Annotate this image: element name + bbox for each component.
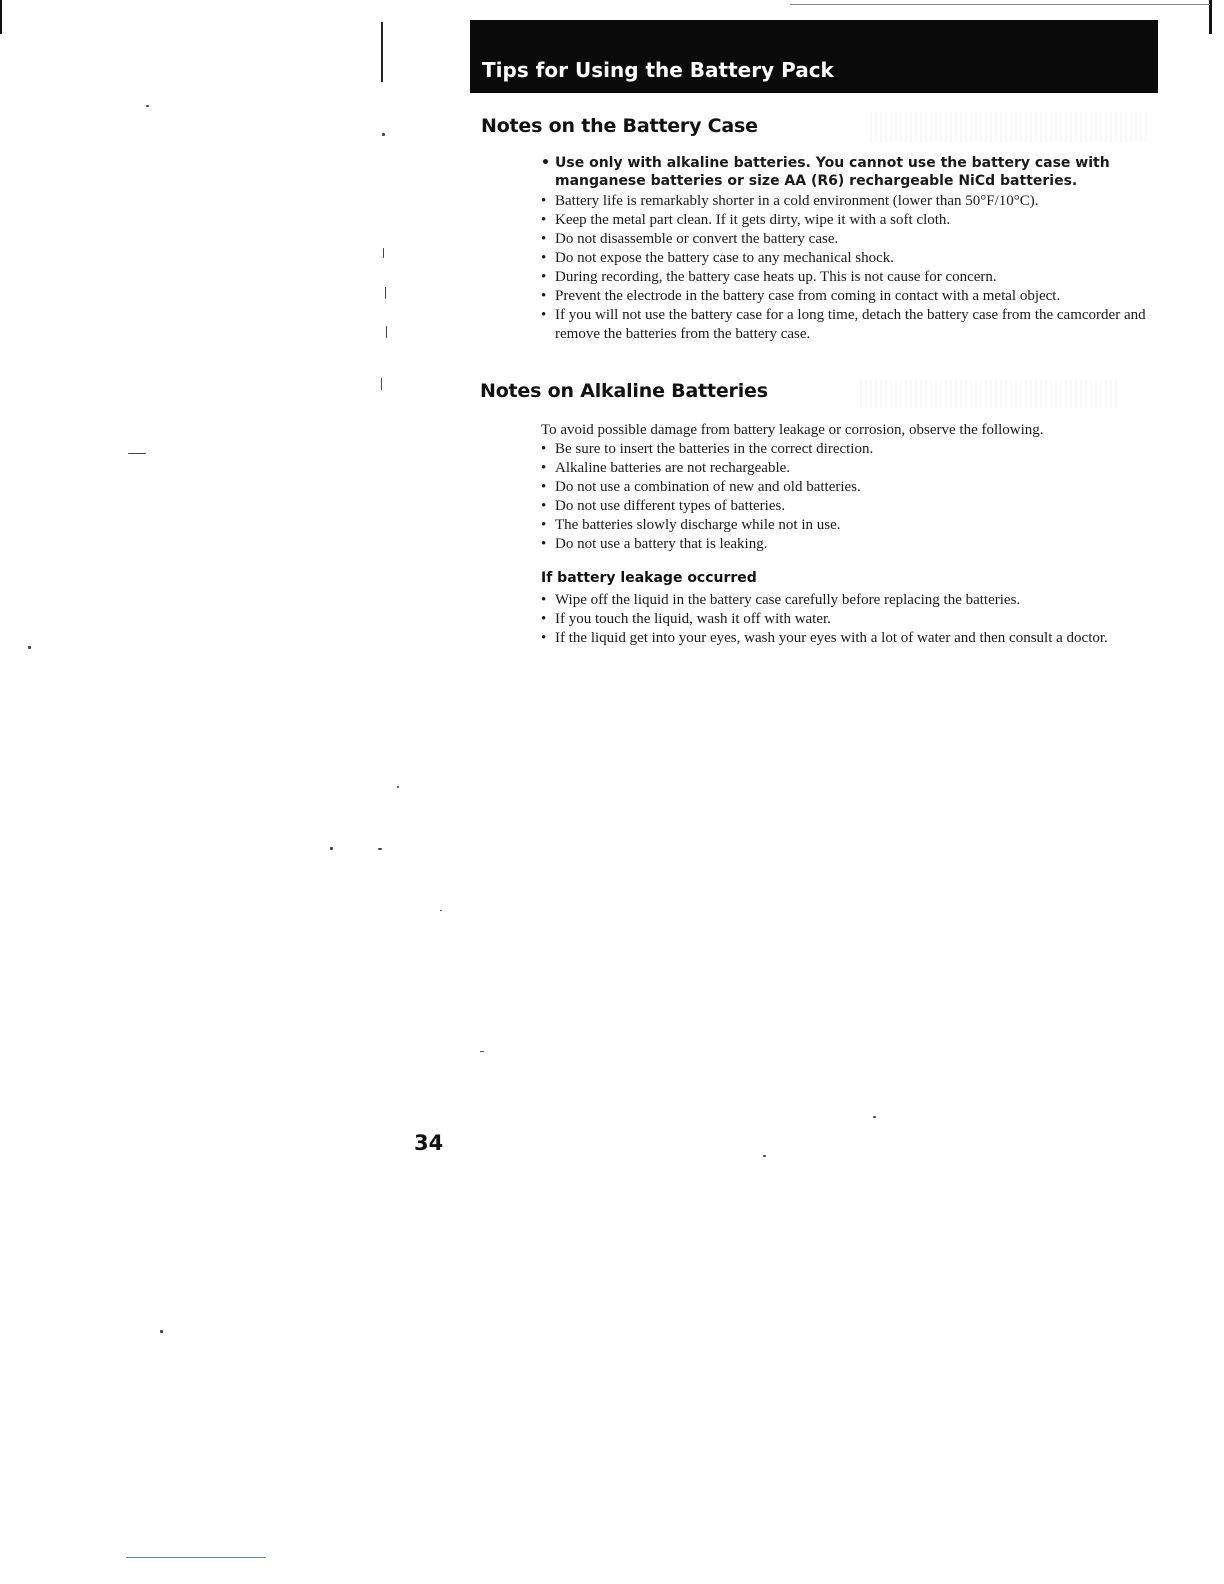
leakage-list bbox=[541, 591, 1156, 648]
header-bar bbox=[470, 20, 1158, 93]
page-number: 34 bbox=[414, 1131, 444, 1155]
list-item: • Use only with alkaline batteries. You cannot use the battery case with manganese batteries or size AA (R6) rechargeable NiCd batteries. bbox=[541, 154, 1156, 190]
scan-speck bbox=[873, 1116, 876, 1118]
battery-case-list bbox=[541, 154, 1156, 344]
list-item: • The batteries slowly discharge while not in use. bbox=[541, 516, 1156, 535]
leakage-notes bbox=[541, 591, 1156, 648]
scan-speck bbox=[480, 1051, 484, 1052]
scan-speck bbox=[28, 646, 31, 649]
scan-speck bbox=[378, 848, 382, 850]
scan-speck bbox=[146, 105, 149, 107]
scan-speck bbox=[330, 847, 333, 850]
section-title-battery-case: Notes on the Battery Case bbox=[481, 115, 758, 137]
list-item: • Battery life is remarkably shorter in a cold environment (lower than 50°F/10°C). bbox=[541, 192, 1156, 211]
scan-edge-left bbox=[0, 0, 2, 34]
scan-noise bbox=[860, 380, 1120, 408]
list-item: • Wipe off the liquid in the battery case carefully before replacing the batteries. bbox=[541, 591, 1156, 610]
scan-speck bbox=[160, 1330, 163, 1333]
page-header-title: Tips for Using the Battery Pack bbox=[482, 58, 834, 82]
binding-mark bbox=[381, 22, 383, 82]
list-item: • Do not use a battery that is leaking. bbox=[541, 535, 1156, 554]
scan-speck bbox=[385, 287, 386, 299]
scan-edge-right bbox=[1209, 0, 1212, 34]
scan-speck bbox=[763, 1155, 766, 1157]
subheading-leakage: If battery leakage occurred bbox=[541, 570, 757, 586]
scan-speck bbox=[397, 786, 399, 788]
scan-speck bbox=[383, 248, 384, 258]
bottom-rule bbox=[126, 1557, 266, 1558]
battery-case-notes bbox=[541, 154, 1156, 344]
list-item: • If the liquid get into your eyes, wash your eyes with a lot of water and then consult a doctor. bbox=[541, 629, 1156, 648]
scan-speck bbox=[386, 326, 387, 338]
list-item: • Alkaline batteries are not rechargeable. bbox=[541, 459, 1156, 478]
list-item: • Do not use different types of batteries. bbox=[541, 497, 1156, 516]
list-item: • If you will not use the battery case for a long time, detach the battery case from the camcorder and remove the batteries from the battery case. bbox=[541, 306, 1156, 344]
alkaline-intro: To avoid possible damage from battery leakage or corrosion, observe the following. bbox=[541, 422, 1044, 438]
scan-speck bbox=[128, 453, 146, 454]
scan-noise bbox=[870, 112, 1150, 142]
section-title-alkaline: Notes on Alkaline Batteries bbox=[480, 380, 768, 402]
list-item: • Do not use a combination of new and old batteries. bbox=[541, 478, 1156, 497]
list-item: • During recording, the battery case heats up. This is not cause for concern. bbox=[541, 268, 1156, 287]
alkaline-list bbox=[541, 440, 1156, 554]
list-item: • Be sure to insert the batteries in the correct direction. bbox=[541, 440, 1156, 459]
list-item: • Do not expose the battery case to any mechanical shock. bbox=[541, 249, 1156, 268]
list-item: • Keep the metal part clean. If it gets dirty, wipe it with a soft cloth. bbox=[541, 211, 1156, 230]
list-item: • Do not disassemble or convert the battery case. bbox=[541, 230, 1156, 249]
scan-speck bbox=[381, 378, 382, 390]
list-item: • Prevent the electrode in the battery case from coming in contact with a metal object. bbox=[541, 287, 1156, 306]
scan-speck bbox=[440, 910, 442, 911]
scan-top-rule bbox=[790, 4, 1210, 5]
list-item: • If you touch the liquid, wash it off with water. bbox=[541, 610, 1156, 629]
alkaline-notes bbox=[541, 421, 1156, 554]
scan-speck bbox=[382, 133, 385, 136]
